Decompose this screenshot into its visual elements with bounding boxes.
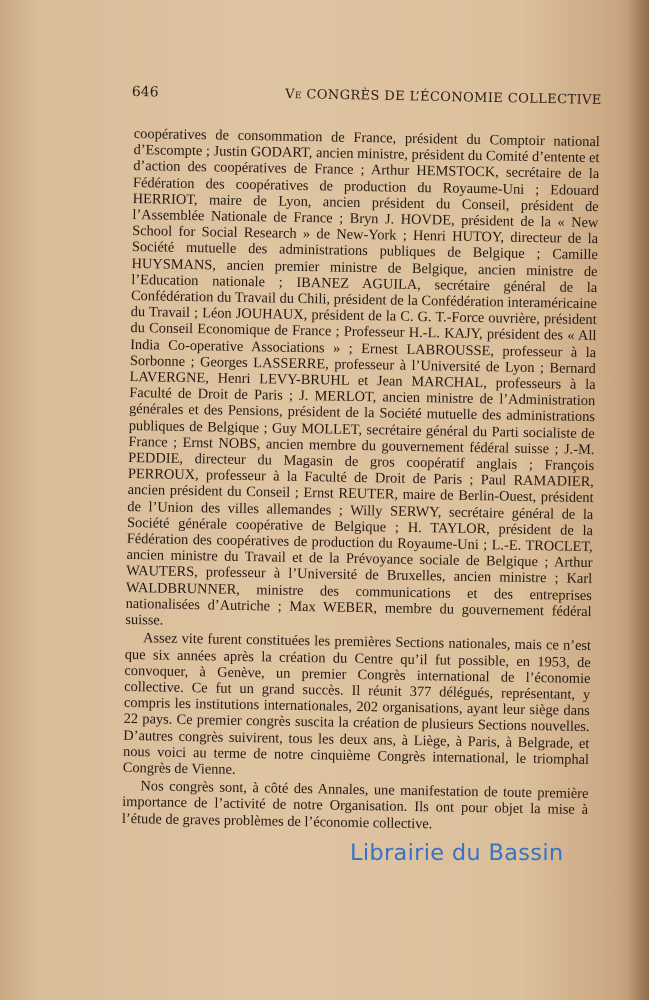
paragraph-members-list: coopératives de consommation de France, président du Comptoir national d’Escompte ; Justin GODART, ancien ministre, président du Comité d’entente et d’action des coopératives de France ; Arthur HEMSTOCK, secrétaire de la Fédération des coopératives de production du Royaume-Uni ; Edouard HERRIOT, maire de Lyon, ancien président du Conseil, président de l’Assemblée Nationale de France ; Bryn J. HOVDE, président de la « New School for Social Research » de New-York ; Henri HUTOY, directeur de la Société mutuelle des administrations publiques de Belgique ; Camille HUYSMANS, ancien premier ministre de Belgique, ancien ministre de l’Education nationale ; IBANEZ AGUILA, secrétaire général de la Confédération du Travail du Chili, président de la Confédération interaméricaine du Travail ; Léon JOUHAUX, président de la C. G. T.-Force ouvrière, président du Conseil Economique de France ; Professeur H.-L. KAJY, président des « All India Co-operative Associations » ; Ernest LABROUSSE, professeur à la Sorbonne ; Georges LASSERRE, professeur à l’Université de Lyon ; Bernard LAVERGNE, Henri LEVY-BRUHL et Jean MARCHAL, professeurs à la Faculté de Droit de Paris ; J. MERLOT, ancien ministre de l’Administration générales et des Pensions, président de la Société mutuelle des administrations publiques de Belgique ; Guy MOLLET, secrétaire général du Parti socialiste de France ; Ernst NOBS, ancien membre du gouvernement fédéral suisse ; J.-M. PEDDIE, directeur du Magasin de gros coopératif anglais ; François PERROUX, professeur à la Faculté de Droit de Paris ; Paul RAMADIER, ancien président du Conseil ; Ernst REUTER, maire de Berlin-Ouest, président de l’Union des villes allemandes ; Willy SERWY, secrétaire général de la Société générale coopérative de Belgique ; H. TAYLOR, président de la Fédération des coopératives de production du Royaume-Uni ; L.-E. TROCLET, ancien ministre du Travail et de la Prévoyance sociale de Belgique ; Arthur WAUTERS, professeur à l’Université de Bruxelles, ancien ministre ; Karl WALDBRUNNER, ministre des communications et des entreprises nationalisées d’Autriche ; Max WEBER, membre du gouvernement fédéral suisse. <box>125 126 600 629</box>
page-number: 646 <box>131 84 159 101</box>
paragraph-congress-history: Assez vite furent constituées les premières Sections nationales, mais ce n’est que six années après la création du Centre qu’il fut possible, en 1953, de convoquer, à Genève, un premier Congrès international de l’économie collective. Ce fut un grand succès. Il réunit 377 délégués, représentant, y compris les institutions internationales, 202 organisations, ayant leur siège dans 22 pays. Ce premier congrès suscita la création de plusieurs Sections nouvelles. D’autres congrès suivirent, tous les deux ans, à Liège, à Paris, à Belgrade, et nous voici au terme de notre cinquième Congrès international, le triomphal Congrès de Vienne. <box>122 630 592 778</box>
body-text <box>122 126 600 835</box>
running-title: Ve CONGRÈS DE L’ÉCONOMIE COLLECTIVE <box>285 86 602 109</box>
page-header <box>132 84 602 115</box>
seller-watermark: Librairie du Bassin <box>350 840 564 866</box>
paragraph-congress-purpose: Nos congrès sont, à côté des Annales, une manifestation de toute première importance de l’activité de notre Organisation. Ils ont pour objet la mise à l’étude de graves problèmes de l’économie collective. <box>121 778 589 832</box>
